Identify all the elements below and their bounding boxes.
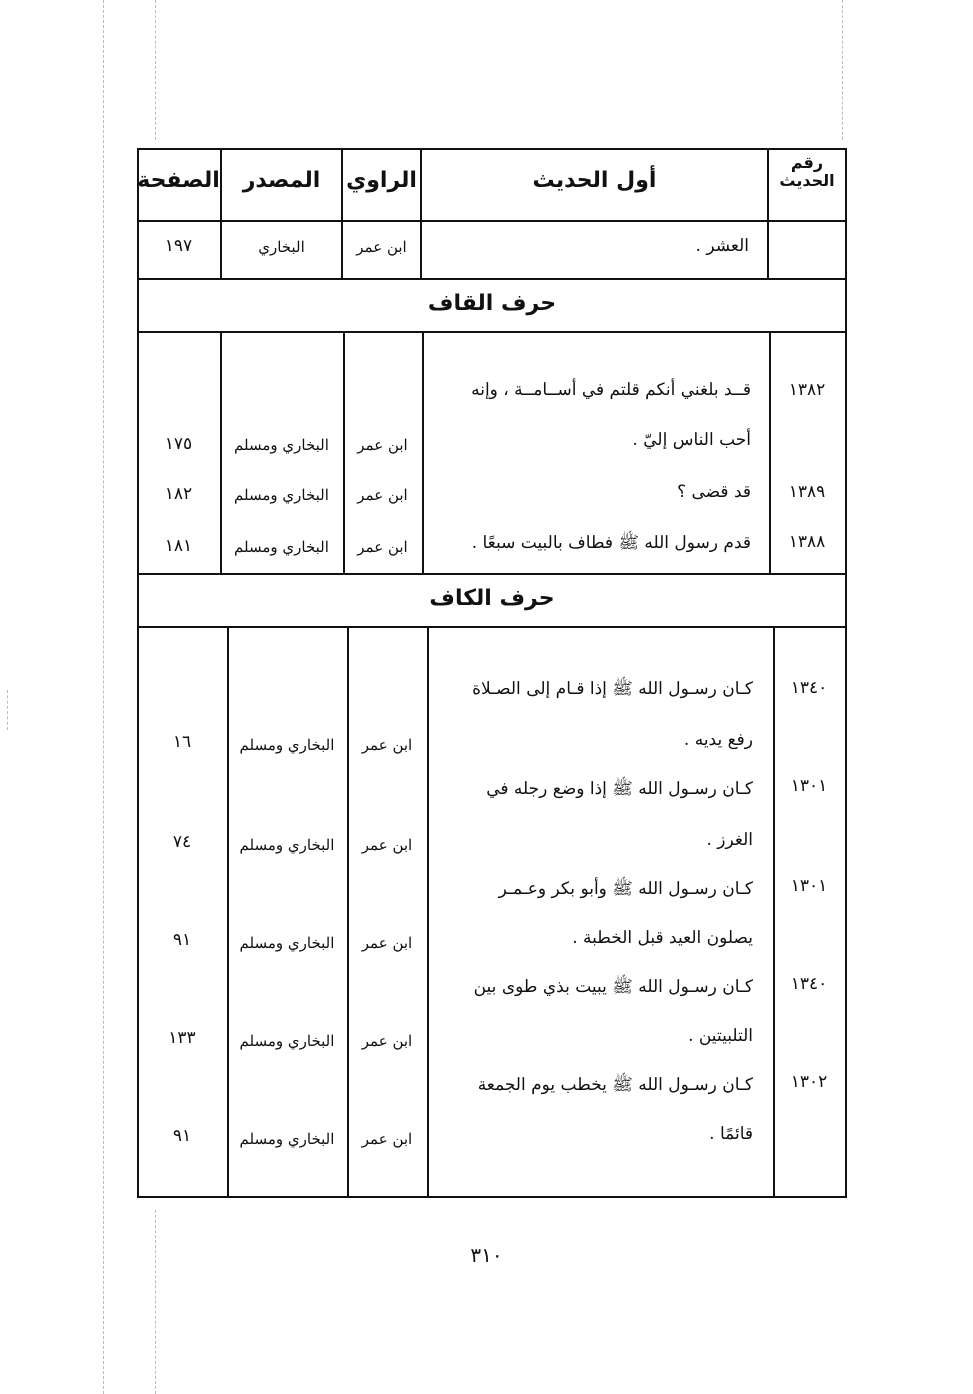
row-narrator: ابن عمر — [357, 436, 408, 454]
row-page: ٧٤ — [172, 832, 192, 852]
row-hadith-line: التلبيتين . — [688, 1026, 753, 1046]
row-hadith-line: قــد بلغني أنكم قلتم في أســامــة ، وإنه — [471, 380, 751, 400]
column-divider — [427, 628, 429, 1198]
header-hadith: أول الحديث — [532, 168, 657, 193]
row-hadith-line: يصلون العيد قبل الخطبة . — [572, 928, 753, 948]
row-narrator: ابن عمر — [361, 836, 413, 854]
row-hadith-line: كـان رسـول الله ﷺ يخطب يوم الجمعة — [477, 1075, 753, 1095]
scan-mark — [155, 0, 156, 140]
row-source: البخاري ومسلم — [234, 538, 329, 556]
row-narrator: ابن عمر — [361, 736, 413, 754]
row-source: البخاري ومسلم — [239, 1032, 335, 1050]
section-title-kaf: حرف الكاف — [429, 586, 555, 611]
column-divider — [227, 628, 229, 1198]
top-row-page: ١٩٧ — [164, 236, 193, 256]
row-number: ١٣٠٢ — [790, 1072, 828, 1092]
column-divider — [347, 628, 349, 1198]
top-row-hadith: العشر . — [695, 236, 749, 256]
row-hadith-line: كـان رسـول الله ﷺ وأبو بكر وعـمـر — [498, 879, 753, 899]
row-number: ١٣٠١ — [790, 776, 828, 796]
row-hadith-line: رفع يديه . — [683, 730, 753, 750]
page-number: ٣١٠ — [470, 1243, 503, 1267]
row-number: ١٣٤٠ — [790, 974, 828, 994]
section-divider — [137, 573, 847, 575]
scan-mark — [7, 690, 8, 730]
row-page: ١٦ — [172, 732, 192, 752]
row-page: ٩١ — [172, 1126, 192, 1146]
header-divider — [137, 220, 847, 222]
scan-mark — [842, 0, 843, 140]
row-narrator: ابن عمر — [361, 1032, 413, 1050]
row-page: ١٨١ — [164, 536, 193, 556]
row-hadith-line: الغرز . — [706, 830, 753, 850]
row-hadith-line: قائمًا . — [709, 1124, 753, 1144]
row-source: البخاري ومسلم — [234, 486, 329, 504]
row-narrator: ابن عمر — [357, 538, 408, 556]
row-source: البخاري ومسلم — [239, 836, 335, 854]
row-source: البخاري ومسلم — [239, 736, 335, 754]
section-divider — [137, 626, 847, 628]
row-hadith-line: كـان رسـول الله ﷺ إذا قـام إلى الصـلاة — [472, 679, 753, 699]
row-hadith-line: قدم رسول الله ﷺ فطاف بالبيت سبعًا . — [471, 533, 751, 553]
row-hadith-line: أحب الناس إليّ . — [632, 430, 751, 450]
row-source: البخاري ومسلم — [234, 436, 329, 454]
header-page: الصفحة — [137, 168, 220, 193]
row-hadith-line: كـان رسـول الله ﷺ إذا وضع رجله في — [486, 779, 753, 799]
row-number: ١٣٤٠ — [790, 678, 828, 698]
row-narrator: ابن عمر — [361, 1130, 413, 1148]
scan-mark — [155, 1210, 156, 1394]
top-row-narrator: ابن عمر — [356, 238, 407, 256]
row-page: ١٨٢ — [164, 484, 193, 504]
scan-mark — [103, 0, 104, 1394]
section-title-qaf: حرف القاف — [427, 291, 557, 316]
row-number: ١٣٠١ — [790, 876, 828, 896]
row-number: ١٣٨٢ — [788, 380, 826, 400]
row-narrator: ابن عمر — [357, 486, 408, 504]
column-divider — [773, 628, 775, 1198]
row-hadith-line: كـان رسـول الله ﷺ يبيت بذي طوى بين — [473, 977, 753, 997]
row-number: ١٣٨٨ — [788, 532, 826, 552]
top-row-source: البخاري — [258, 238, 305, 256]
row-narrator: ابن عمر — [361, 934, 413, 952]
row-page: ١٧٥ — [164, 434, 193, 454]
row-number: ١٣٨٩ — [788, 482, 826, 502]
section-divider — [137, 331, 847, 333]
row-page: ٩١ — [172, 930, 192, 950]
header-source: المصدر — [242, 168, 321, 193]
header-narrator: الراوي — [346, 168, 417, 193]
row-source: البخاري ومسلم — [239, 1130, 335, 1148]
row-hadith-line: قد قضى ؟ — [677, 482, 751, 502]
column-divider — [422, 333, 424, 573]
header-number: رقم الحديث — [779, 153, 835, 190]
row-source: البخاري ومسلم — [239, 934, 335, 952]
row-page: ١٣٣ — [168, 1028, 196, 1048]
hadith-index-table — [137, 148, 847, 1198]
row-divider — [137, 278, 847, 280]
